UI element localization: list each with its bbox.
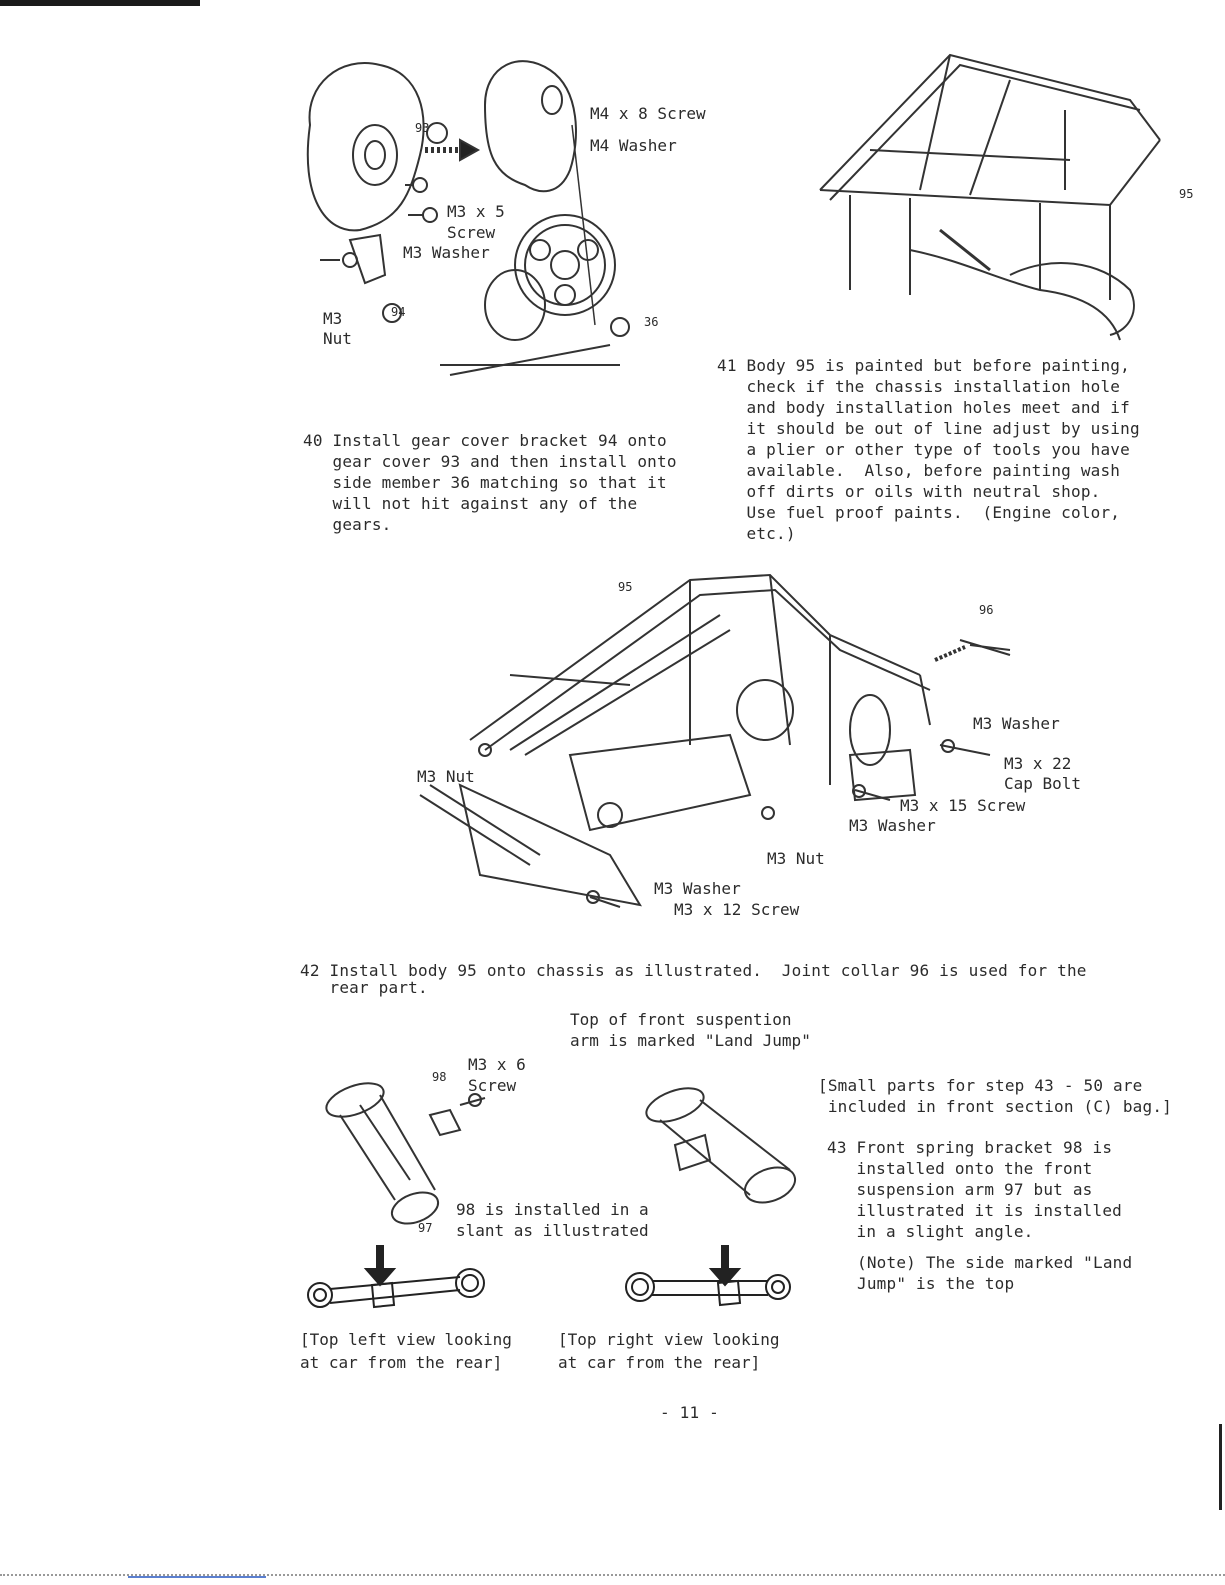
label-m3-nut-left: M3 Nut [417, 767, 475, 786]
label-m3x22: M3 x 22 [1004, 754, 1072, 773]
label-screw-43: Screw [468, 1076, 517, 1095]
part-number-95: 95 [618, 580, 633, 594]
step-41-line: off dirts or oils with neutral shop. [717, 482, 1101, 501]
label-m3: M3 [323, 309, 343, 328]
part-number-96: 96 [979, 603, 994, 617]
caption-left-line: at car from the rear] [300, 1353, 503, 1372]
top-edge-rule [0, 0, 200, 6]
label-m3x15-screw: M3 x 15 Screw [900, 796, 1026, 815]
part-number-36: 36 [644, 315, 659, 329]
step-43-line: illustrated it is installed [827, 1201, 1122, 1220]
bottom-blue-mark [128, 1576, 266, 1578]
part-number-97: 97 [418, 1221, 433, 1235]
step-42-line: rear part. [300, 978, 428, 997]
part-number-93: 93 [415, 121, 430, 135]
part-number-94: 94 [391, 305, 406, 319]
step-40-line: will not hit against any of the [303, 494, 638, 513]
label-cap-bolt: Cap Bolt [1004, 774, 1082, 793]
small-parts-note: [Small parts for step 43 - 50 are [818, 1076, 1143, 1095]
label-m3x5: M3 x 5 [447, 202, 505, 221]
step-41-line: 41 Body 95 is painted but before painting, [717, 356, 1130, 375]
label-screw: Screw [447, 223, 496, 242]
slant-note-line: slant as illustrated [456, 1221, 649, 1240]
part-number-95-top: 95 [1179, 187, 1194, 201]
caption-right-line: at car from the rear] [558, 1353, 761, 1372]
body-painting-illustration [810, 40, 1170, 350]
label-m3-washer-a: M3 Washer [973, 714, 1060, 733]
step-41-line: and body installation holes meet and if [717, 398, 1130, 417]
label-m3-washer-b: M3 Washer [849, 816, 936, 835]
label-m3-nut-mid: M3 Nut [767, 849, 825, 868]
step-41-line: a plier or other type of tools you have [717, 440, 1130, 459]
caption-right-line: [Top right view looking [558, 1330, 780, 1349]
step-43-note-line: Jump" is the top [857, 1274, 1015, 1293]
step-43-line: 43 Front spring bracket 98 is [827, 1138, 1113, 1157]
small-parts-note: included in front section (C) bag.] [818, 1097, 1172, 1116]
right-edge-mark [1219, 1424, 1222, 1510]
step-43-note-line: (Note) The side marked "Land [857, 1253, 1133, 1272]
slant-note-line: 98 is installed in a [456, 1200, 649, 1219]
step-41-line: Use fuel proof paints. (Engine color, [717, 503, 1121, 522]
label-m4-washer: M4 Washer [590, 136, 677, 155]
step-43-line: in a slight angle. [827, 1222, 1034, 1241]
label-m3-washer: M3 Washer [403, 243, 490, 262]
page-number: - 11 - [660, 1403, 719, 1422]
top-note-line: arm is marked "Land Jump" [570, 1031, 811, 1050]
step-41-line: check if the chassis installation hole [717, 377, 1121, 396]
step-40-line: gear cover 93 and then install onto [303, 452, 677, 471]
label-m3-washer-c: M3 Washer [654, 879, 741, 898]
step-40-line: gears. [303, 515, 392, 534]
step-43-line: suspension arm 97 but as [827, 1180, 1093, 1199]
step-40-line: 40 Install gear cover bracket 94 onto [303, 431, 667, 450]
label-m4x8-screw: M4 x 8 Screw [590, 104, 706, 123]
label-nut: Nut [323, 329, 352, 348]
top-view-right-diagram [610, 1245, 810, 1325]
label-m3x12-screw: M3 x 12 Screw [674, 900, 800, 919]
step-42-line: 42 Install body 95 onto chassis as illustrated. Joint collar 96 is used for the [300, 961, 1087, 980]
top-view-left-diagram [300, 1245, 500, 1325]
step-43-line: installed onto the front [827, 1159, 1093, 1178]
step-41-line: etc.) [717, 524, 796, 543]
caption-left-line: [Top left view looking [300, 1330, 512, 1349]
top-note-line: Top of front suspention [570, 1010, 792, 1029]
step-41-line: available. Also, before painting wash [717, 461, 1121, 480]
label-m3x6: M3 x 6 [468, 1055, 526, 1074]
suspension-arm-right-illustration [630, 1075, 810, 1225]
step-40-line: side member 36 matching so that it [303, 473, 667, 492]
step-41-line: it should be out of line adjust by using [717, 419, 1140, 438]
part-number-98: 98 [432, 1070, 447, 1084]
